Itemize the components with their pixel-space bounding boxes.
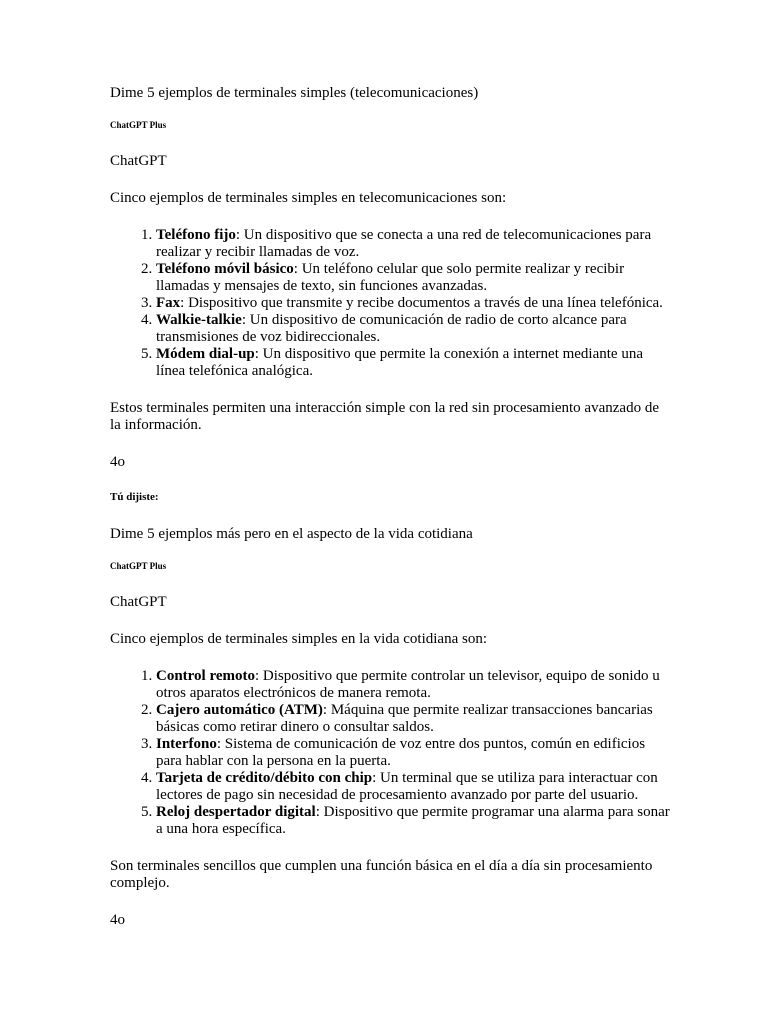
you-said-label: Tú dijiste: (110, 491, 159, 503)
list-item (156, 770, 670, 804)
list-item-desc: : Un dispositivo que se conecta a una red de telecomunicaciones para realizar y recibir llamadas de voz. (156, 227, 652, 260)
list-item (156, 227, 670, 261)
list-item-desc: : Máquina que permite realizar transacciones bancarias básicas como retirar dinero o consultar saldos. (156, 702, 653, 735)
list-item-term: Tarjeta de crédito/débito con chip (156, 770, 373, 786)
list-item-desc: : Un terminal que se utiliza para interactuar con lectores de pago sin necesidad de procesamiento avanzado por parte del usuario. (156, 770, 658, 803)
answer-intro-1: Cinco ejemplos de terminales simples en telecomunicaciones son: (110, 190, 507, 206)
list-item-desc: : Dispositivo que transmite y recibe documentos a través de una línea telefónica. (180, 295, 663, 311)
assistant-name-1: ChatGPT (110, 153, 167, 169)
list-item-term: Control remoto (156, 668, 256, 684)
list-item-desc: : Un dispositivo que permite la conexión a internet mediante una línea telefónica analógica. (156, 346, 643, 379)
list-item-desc: : Dispositivo que permite controlar un televisor, equipo de sonido u otros aparatos electrónicos de manera remota. (156, 668, 660, 701)
answer-outro-2: Son terminales sencillos que cumplen una función básica en el día a día sin procesamiento complejo. (110, 858, 653, 891)
user-question-2: Dime 5 ejemplos más pero en el aspecto de la vida cotidiana (110, 526, 473, 542)
model-label-1: 4o (110, 454, 125, 470)
chatgpt-plus-label-2: ChatGPT Plus (110, 561, 167, 571)
list-item-desc: : Dispositivo que permite programar una alarma para sonar a una hora específica. (156, 804, 670, 837)
list-item-term: Cajero automático (ATM) (156, 702, 323, 718)
answer-intro-2: Cinco ejemplos de terminales simples en la vida cotidiana son: (110, 631, 487, 647)
answer-list-2 (110, 668, 670, 838)
list-item (156, 312, 670, 346)
assistant-name-2: ChatGPT (110, 594, 167, 610)
list-item (156, 804, 670, 838)
list-item-term: Teléfono fijo (156, 227, 236, 243)
answer-list-1 (110, 227, 670, 380)
list-item (156, 702, 670, 736)
user-question-1: Dime 5 ejemplos de terminales simples (telecomunicaciones) (110, 85, 479, 101)
list-item (156, 295, 670, 312)
answer-outro-1: Estos terminales permiten una interacción simple con la red sin procesamiento avanzado de la información. (110, 400, 659, 433)
list-item-term: Fax (156, 295, 181, 311)
list-item-desc: : Un teléfono celular que solo permite realizar y recibir llamadas y mensajes de texto, sin funciones avanzadas. (156, 261, 625, 294)
chatgpt-plus-label-1: ChatGPT Plus (110, 120, 167, 130)
list-item (156, 346, 670, 380)
list-item (156, 261, 670, 295)
list-item (156, 668, 670, 702)
list-item-term: Interfono (156, 736, 217, 752)
list-item-desc: : Sistema de comunicación de voz entre dos puntos, común en edificios para hablar con la persona en la puerta. (156, 736, 646, 769)
list-item-term: Reloj despertador digital (156, 804, 316, 820)
model-label-2: 4o (110, 912, 125, 928)
list-item (156, 736, 670, 770)
document-content (110, 85, 670, 929)
list-item-desc: : Un dispositivo de comunicación de radio de corto alcance para transmisiones de voz bidireccionales. (156, 312, 627, 345)
list-item-term: Módem dial-up (156, 346, 255, 362)
list-item-term: Teléfono móvil básico (156, 261, 294, 277)
list-item-term: Walkie-talkie (156, 312, 242, 328)
